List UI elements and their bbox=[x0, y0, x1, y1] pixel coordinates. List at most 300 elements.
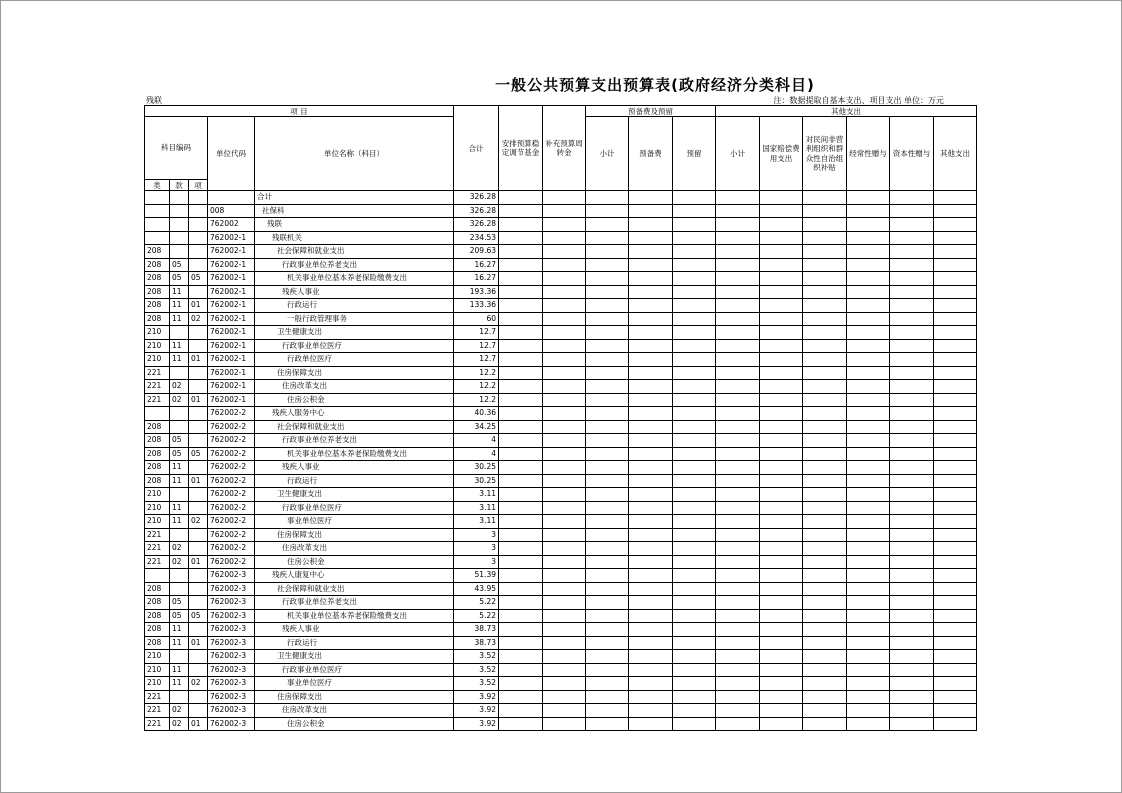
cell-empty bbox=[673, 528, 716, 542]
cell-empty bbox=[890, 650, 934, 664]
cell-kuan bbox=[170, 569, 189, 583]
cell-total: 16.27 bbox=[454, 272, 499, 286]
table-row bbox=[145, 366, 977, 380]
cell-empty bbox=[890, 663, 934, 677]
cell-unit-name: 住房保障支出 bbox=[255, 366, 454, 380]
unit-note: 注：数据提取自基本支出、项目支出 单位：万元 bbox=[773, 96, 944, 105]
cell-empty bbox=[716, 704, 760, 718]
cell-xiang bbox=[189, 380, 208, 394]
cell-unit-name: 合计 bbox=[255, 191, 454, 205]
cell-unit-name: 行政运行 bbox=[255, 474, 454, 488]
table-row bbox=[145, 326, 977, 340]
cell-unit-name: 卫生健康支出 bbox=[255, 488, 454, 502]
table-row bbox=[145, 272, 977, 286]
cell-empty bbox=[760, 420, 803, 434]
cell-total: 3.52 bbox=[454, 650, 499, 664]
cell-empty bbox=[716, 447, 760, 461]
table-row bbox=[145, 474, 977, 488]
header-xiang: 项 bbox=[189, 180, 208, 191]
cell-empty bbox=[716, 326, 760, 340]
cell-empty bbox=[760, 353, 803, 367]
cell-empty bbox=[847, 231, 890, 245]
cell-kuan: 11 bbox=[170, 663, 189, 677]
table-row bbox=[145, 285, 977, 299]
cell-empty bbox=[629, 299, 673, 313]
cell-empty bbox=[890, 501, 934, 515]
cell-empty bbox=[499, 312, 543, 326]
cell-unit-name: 社会保障和就业支出 bbox=[255, 582, 454, 596]
cell-total: 3 bbox=[454, 555, 499, 569]
cell-unit-name: 行政运行 bbox=[255, 299, 454, 313]
cell-empty bbox=[586, 393, 629, 407]
cell-empty bbox=[890, 717, 934, 731]
cell-unit-name: 机关事业单位基本养老保险缴费支出 bbox=[255, 272, 454, 286]
cell-kuan: 11 bbox=[170, 339, 189, 353]
cell-empty bbox=[760, 609, 803, 623]
cell-unit-code: 762002-1 bbox=[208, 231, 255, 245]
cell-empty bbox=[499, 258, 543, 272]
cell-total: 5.22 bbox=[454, 596, 499, 610]
cell-empty bbox=[890, 488, 934, 502]
cell-empty bbox=[629, 407, 673, 421]
cell-lei: 210 bbox=[145, 353, 170, 367]
cell-total: 326.28 bbox=[454, 218, 499, 232]
cell-empty bbox=[673, 650, 716, 664]
cell-empty bbox=[890, 704, 934, 718]
cell-empty bbox=[629, 447, 673, 461]
table-body bbox=[145, 191, 977, 731]
cell-empty bbox=[803, 461, 847, 475]
cell-empty bbox=[847, 312, 890, 326]
cell-empty bbox=[847, 582, 890, 596]
cell-xiang bbox=[189, 420, 208, 434]
cell-empty bbox=[803, 258, 847, 272]
cell-empty bbox=[499, 204, 543, 218]
cell-empty bbox=[760, 272, 803, 286]
cell-empty bbox=[760, 623, 803, 637]
cell-total: 30.25 bbox=[454, 461, 499, 475]
cell-empty bbox=[890, 582, 934, 596]
cell-unit-code: 762002-2 bbox=[208, 555, 255, 569]
cell-empty bbox=[716, 717, 760, 731]
table-row bbox=[145, 582, 977, 596]
cell-empty bbox=[803, 636, 847, 650]
cell-unit-code: 762002-2 bbox=[208, 501, 255, 515]
cell-empty bbox=[760, 312, 803, 326]
cell-lei: 208 bbox=[145, 636, 170, 650]
cell-empty bbox=[934, 717, 977, 731]
cell-empty bbox=[673, 717, 716, 731]
cell-total: 12.2 bbox=[454, 393, 499, 407]
cell-empty bbox=[716, 393, 760, 407]
cell-unit-name: 机关事业单位基本养老保险缴费支出 bbox=[255, 609, 454, 623]
cell-empty bbox=[934, 528, 977, 542]
cell-unit-code: 762002-3 bbox=[208, 609, 255, 623]
cell-empty bbox=[629, 528, 673, 542]
cell-empty bbox=[760, 326, 803, 340]
cell-empty bbox=[629, 569, 673, 583]
header-reserve-subtotal: 小计 bbox=[586, 117, 629, 191]
cell-empty bbox=[890, 312, 934, 326]
cell-unit-name: 行政事业单位医疗 bbox=[255, 501, 454, 515]
cell-total: 38.73 bbox=[454, 623, 499, 637]
header-total: 合计 bbox=[454, 106, 499, 191]
cell-empty bbox=[890, 258, 934, 272]
cell-empty bbox=[803, 542, 847, 556]
cell-empty bbox=[760, 717, 803, 731]
cell-lei: 221 bbox=[145, 704, 170, 718]
cell-empty bbox=[673, 488, 716, 502]
cell-unit-code: 762002-2 bbox=[208, 447, 255, 461]
cell-lei: 221 bbox=[145, 542, 170, 556]
cell-empty bbox=[716, 380, 760, 394]
table-row bbox=[145, 663, 977, 677]
cell-unit-code: 762002 bbox=[208, 218, 255, 232]
cell-empty bbox=[543, 488, 586, 502]
header-other-group: 其他支出 bbox=[716, 106, 977, 117]
cell-empty bbox=[934, 218, 977, 232]
cell-empty bbox=[716, 542, 760, 556]
cell-empty bbox=[629, 231, 673, 245]
cell-unit-name: 住房改革支出 bbox=[255, 542, 454, 556]
cell-empty bbox=[716, 218, 760, 232]
cell-empty bbox=[847, 339, 890, 353]
cell-empty bbox=[586, 690, 629, 704]
cell-kuan: 11 bbox=[170, 677, 189, 691]
cell-xiang: 02 bbox=[189, 312, 208, 326]
cell-empty bbox=[586, 555, 629, 569]
cell-empty bbox=[543, 501, 586, 515]
cell-empty bbox=[890, 299, 934, 313]
header-unit-name: 单位名称（科目） bbox=[255, 117, 454, 191]
cell-empty bbox=[803, 204, 847, 218]
cell-empty bbox=[760, 528, 803, 542]
table-row bbox=[145, 488, 977, 502]
cell-unit-code: 762002-1 bbox=[208, 245, 255, 259]
cell-lei: 208 bbox=[145, 272, 170, 286]
cell-empty bbox=[803, 623, 847, 637]
cell-empty bbox=[629, 515, 673, 529]
cell-empty bbox=[499, 407, 543, 421]
cell-unit-code: 762002-3 bbox=[208, 596, 255, 610]
cell-empty bbox=[499, 623, 543, 637]
cell-xiang bbox=[189, 366, 208, 380]
cell-empty bbox=[673, 407, 716, 421]
cell-empty bbox=[803, 393, 847, 407]
cell-unit-code: 762002-1 bbox=[208, 272, 255, 286]
cell-empty bbox=[760, 191, 803, 205]
cell-empty bbox=[803, 420, 847, 434]
header-supplement: 补充预算周转金 bbox=[543, 106, 586, 191]
cell-empty bbox=[760, 231, 803, 245]
cell-empty bbox=[890, 380, 934, 394]
cell-total: 12.7 bbox=[454, 326, 499, 340]
cell-unit-code: 762002-2 bbox=[208, 488, 255, 502]
cell-total: 12.2 bbox=[454, 380, 499, 394]
cell-lei: 208 bbox=[145, 434, 170, 448]
cell-kuan: 02 bbox=[170, 380, 189, 394]
cell-empty bbox=[629, 690, 673, 704]
cell-empty bbox=[673, 204, 716, 218]
cell-empty bbox=[673, 285, 716, 299]
cell-empty bbox=[760, 542, 803, 556]
cell-total: 3.92 bbox=[454, 717, 499, 731]
cell-empty bbox=[760, 245, 803, 259]
cell-unit-code: 762002-2 bbox=[208, 474, 255, 488]
cell-empty bbox=[803, 245, 847, 259]
cell-empty bbox=[934, 609, 977, 623]
cell-empty bbox=[890, 420, 934, 434]
cell-kuan: 11 bbox=[170, 461, 189, 475]
cell-empty bbox=[890, 272, 934, 286]
cell-empty bbox=[673, 474, 716, 488]
cell-empty bbox=[760, 204, 803, 218]
cell-total: 40.36 bbox=[454, 407, 499, 421]
header-subsidy: 对民间非营利组织和群众性自治组织补贴 bbox=[803, 117, 847, 191]
cell-unit-name: 卫生健康支出 bbox=[255, 326, 454, 340]
cell-empty bbox=[716, 650, 760, 664]
cell-xiang bbox=[189, 569, 208, 583]
cell-empty bbox=[934, 474, 977, 488]
cell-empty bbox=[586, 339, 629, 353]
cell-total: 30.25 bbox=[454, 474, 499, 488]
cell-empty bbox=[499, 393, 543, 407]
budget-table bbox=[144, 105, 977, 731]
cell-empty bbox=[586, 609, 629, 623]
header-lei: 类 bbox=[145, 180, 170, 191]
cell-xiang bbox=[189, 650, 208, 664]
table-row bbox=[145, 569, 977, 583]
cell-empty bbox=[934, 393, 977, 407]
cell-empty bbox=[543, 582, 586, 596]
cell-empty bbox=[847, 488, 890, 502]
cell-kuan: 11 bbox=[170, 636, 189, 650]
cell-xiang bbox=[189, 204, 208, 218]
cell-empty bbox=[716, 488, 760, 502]
cell-xiang bbox=[189, 690, 208, 704]
cell-empty bbox=[760, 636, 803, 650]
cell-empty bbox=[934, 353, 977, 367]
cell-empty bbox=[586, 231, 629, 245]
cell-empty bbox=[629, 353, 673, 367]
cell-empty bbox=[934, 596, 977, 610]
cell-unit-name: 残疾人事业 bbox=[255, 623, 454, 637]
cell-unit-name: 住房保障支出 bbox=[255, 690, 454, 704]
cell-empty bbox=[673, 312, 716, 326]
cell-empty bbox=[890, 461, 934, 475]
cell-empty bbox=[716, 609, 760, 623]
cell-empty bbox=[890, 569, 934, 583]
cell-empty bbox=[586, 434, 629, 448]
cell-lei: 208 bbox=[145, 609, 170, 623]
cell-empty bbox=[673, 623, 716, 637]
cell-empty bbox=[586, 272, 629, 286]
cell-lei: 208 bbox=[145, 582, 170, 596]
cell-empty bbox=[934, 569, 977, 583]
cell-empty bbox=[499, 717, 543, 731]
cell-empty bbox=[934, 690, 977, 704]
table-row bbox=[145, 204, 977, 218]
cell-empty bbox=[934, 542, 977, 556]
cell-empty bbox=[760, 501, 803, 515]
cell-empty bbox=[673, 353, 716, 367]
cell-empty bbox=[803, 501, 847, 515]
cell-empty bbox=[890, 407, 934, 421]
cell-empty bbox=[673, 272, 716, 286]
cell-empty bbox=[673, 461, 716, 475]
cell-empty bbox=[499, 636, 543, 650]
cell-empty bbox=[934, 245, 977, 259]
cell-empty bbox=[629, 582, 673, 596]
cell-unit-name: 住房改革支出 bbox=[255, 704, 454, 718]
cell-empty bbox=[629, 717, 673, 731]
cell-empty bbox=[934, 623, 977, 637]
cell-empty bbox=[629, 420, 673, 434]
cell-empty bbox=[847, 285, 890, 299]
cell-empty bbox=[934, 258, 977, 272]
header-capital-gift: 资本性赠与 bbox=[890, 117, 934, 191]
cell-empty bbox=[760, 663, 803, 677]
cell-empty bbox=[847, 353, 890, 367]
cell-empty bbox=[934, 204, 977, 218]
cell-empty bbox=[499, 366, 543, 380]
cell-empty bbox=[803, 704, 847, 718]
cell-lei: 208 bbox=[145, 258, 170, 272]
cell-lei bbox=[145, 218, 170, 232]
cell-empty bbox=[760, 434, 803, 448]
cell-empty bbox=[673, 420, 716, 434]
cell-unit-code: 762002-3 bbox=[208, 677, 255, 691]
cell-empty bbox=[629, 393, 673, 407]
cell-empty bbox=[586, 474, 629, 488]
cell-empty bbox=[847, 218, 890, 232]
cell-unit-name: 事业单位医疗 bbox=[255, 515, 454, 529]
cell-empty bbox=[673, 447, 716, 461]
cell-lei: 221 bbox=[145, 380, 170, 394]
cell-empty bbox=[673, 380, 716, 394]
cell-lei: 208 bbox=[145, 461, 170, 475]
cell-unit-name: 行政运行 bbox=[255, 636, 454, 650]
table-row bbox=[145, 704, 977, 718]
cell-unit-code: 762002-3 bbox=[208, 690, 255, 704]
cell-empty bbox=[673, 326, 716, 340]
cell-total: 16.27 bbox=[454, 258, 499, 272]
cell-empty bbox=[586, 204, 629, 218]
cell-xiang bbox=[189, 542, 208, 556]
cell-empty bbox=[586, 582, 629, 596]
cell-empty bbox=[499, 326, 543, 340]
cell-unit-code: 008 bbox=[208, 204, 255, 218]
cell-unit-code: 762002-3 bbox=[208, 569, 255, 583]
cell-empty bbox=[716, 461, 760, 475]
header-compensation: 国家赔偿费用支出 bbox=[760, 117, 803, 191]
cell-empty bbox=[890, 596, 934, 610]
cell-empty bbox=[673, 191, 716, 205]
table-row bbox=[145, 299, 977, 313]
cell-empty bbox=[629, 339, 673, 353]
cell-total: 3.92 bbox=[454, 704, 499, 718]
cell-unit-name: 残联机关 bbox=[255, 231, 454, 245]
cell-empty bbox=[934, 447, 977, 461]
cell-empty bbox=[543, 636, 586, 650]
cell-empty bbox=[586, 353, 629, 367]
cell-empty bbox=[934, 488, 977, 502]
cell-xiang: 02 bbox=[189, 515, 208, 529]
cell-lei bbox=[145, 569, 170, 583]
table-row bbox=[145, 191, 977, 205]
cell-empty bbox=[543, 677, 586, 691]
cell-empty bbox=[586, 218, 629, 232]
cell-empty bbox=[847, 609, 890, 623]
cell-empty bbox=[760, 650, 803, 664]
cell-empty bbox=[629, 312, 673, 326]
cell-empty bbox=[716, 515, 760, 529]
cell-empty bbox=[934, 285, 977, 299]
cell-empty bbox=[586, 515, 629, 529]
cell-kuan: 05 bbox=[170, 272, 189, 286]
cell-empty bbox=[716, 501, 760, 515]
cell-empty bbox=[760, 285, 803, 299]
cell-unit-name: 行政事业单位医疗 bbox=[255, 339, 454, 353]
cell-empty bbox=[543, 596, 586, 610]
table-row bbox=[145, 609, 977, 623]
cell-unit-name: 社会保障和就业支出 bbox=[255, 420, 454, 434]
cell-unit-code: 762002-3 bbox=[208, 636, 255, 650]
cell-empty bbox=[934, 515, 977, 529]
cell-empty bbox=[673, 501, 716, 515]
cell-empty bbox=[499, 447, 543, 461]
cell-empty bbox=[760, 299, 803, 313]
header-reserve-fee: 预备费 bbox=[629, 117, 673, 191]
cell-total: 3.92 bbox=[454, 690, 499, 704]
page-title: 一般公共预算支出预算表(政府经济分类科目) bbox=[495, 76, 815, 94]
cell-empty bbox=[760, 461, 803, 475]
cell-lei: 221 bbox=[145, 690, 170, 704]
cell-xiang: 01 bbox=[189, 555, 208, 569]
cell-empty bbox=[543, 555, 586, 569]
table-row bbox=[145, 420, 977, 434]
cell-empty bbox=[543, 717, 586, 731]
cell-empty bbox=[629, 204, 673, 218]
cell-unit-name: 社保科 bbox=[255, 204, 454, 218]
cell-empty bbox=[803, 380, 847, 394]
cell-unit-code: 762002-3 bbox=[208, 650, 255, 664]
cell-empty bbox=[543, 339, 586, 353]
cell-xiang: 01 bbox=[189, 474, 208, 488]
cell-empty bbox=[890, 636, 934, 650]
cell-empty bbox=[586, 650, 629, 664]
cell-kuan: 11 bbox=[170, 299, 189, 313]
cell-empty bbox=[890, 690, 934, 704]
cell-kuan: 11 bbox=[170, 623, 189, 637]
cell-empty bbox=[847, 636, 890, 650]
cell-empty bbox=[543, 245, 586, 259]
cell-unit-code: 762002-2 bbox=[208, 542, 255, 556]
cell-empty bbox=[586, 542, 629, 556]
unit-label: 残联 bbox=[146, 96, 162, 105]
cell-empty bbox=[934, 677, 977, 691]
cell-empty bbox=[543, 353, 586, 367]
cell-empty bbox=[673, 258, 716, 272]
cell-unit-code: 762002-3 bbox=[208, 582, 255, 596]
table-row bbox=[145, 650, 977, 664]
cell-unit-code: 762002-3 bbox=[208, 717, 255, 731]
cell-empty bbox=[803, 218, 847, 232]
cell-total: 326.28 bbox=[454, 191, 499, 205]
header-reserve-group: 预备费及预留 bbox=[586, 106, 716, 117]
cell-empty bbox=[760, 380, 803, 394]
cell-xiang bbox=[189, 704, 208, 718]
